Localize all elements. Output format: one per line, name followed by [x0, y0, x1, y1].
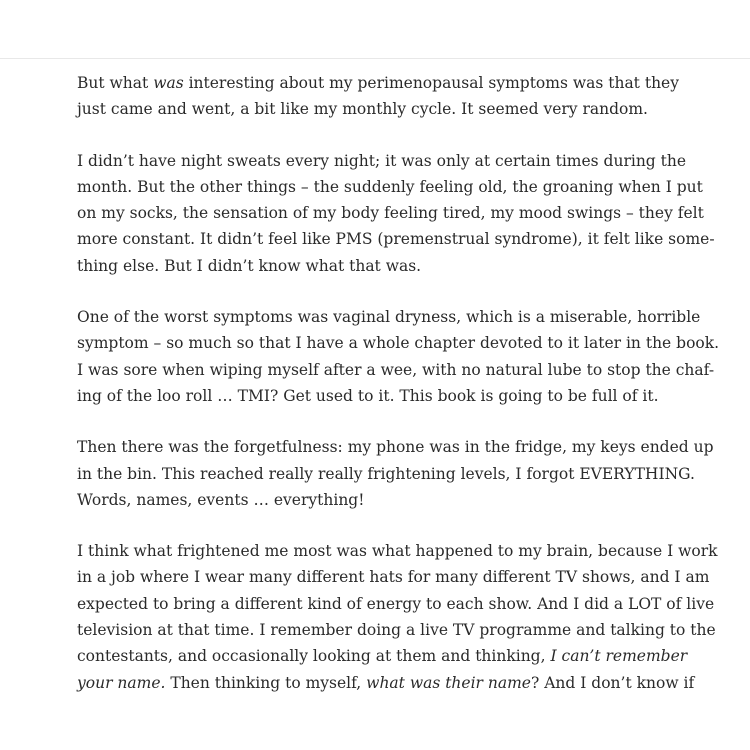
text-run: ? And I don’t know if	[530, 673, 695, 692]
text-line	[77, 253, 707, 279]
text-line	[77, 434, 714, 460]
text-run: thing else. But I didn’t know what that was.	[77, 256, 422, 275]
text-run: Words, names, events … everything!	[77, 490, 365, 509]
text-run: ing of the loo roll … TMI? Get used to it. This book is going to be full of it.	[77, 386, 659, 405]
italic-text-run: your name.	[77, 673, 166, 692]
text-line	[77, 96, 707, 122]
text-run: contestants, and occasionally looking at them and thinking,	[77, 647, 551, 666]
text-line	[77, 357, 715, 383]
text-line	[77, 487, 707, 513]
text-run: Then there was the forgetfulness: my phone was in the fridge, my keys ended up	[77, 438, 714, 457]
text-run: in the bin. This reached really really frightening levels, I forgot EVERYTHING.	[77, 464, 695, 483]
text-line	[77, 200, 707, 226]
text-line	[77, 591, 715, 617]
text-run: month. But the other things – the suddenly feeling old, the groaning when I put	[77, 177, 703, 196]
text-run: more constant. It didn’t feel like PMS (premenstrual syndrome), it felt like some-	[77, 230, 715, 249]
text-run: Then thinking to myself,	[165, 673, 367, 692]
italic-text-run: I can’t remember	[550, 647, 688, 666]
text-run: expected to bring a different kind of energy to each show. And I did a LOT of live	[77, 594, 715, 613]
text-run: I was sore when wiping myself after a wee, with no natural lube to stop the chaf-	[77, 360, 715, 379]
text-line	[77, 330, 720, 356]
italic-text-run: what was their name	[366, 673, 531, 692]
page-top-margin	[0, 0, 750, 59]
paragraph	[77, 538, 718, 696]
text-line	[77, 383, 707, 409]
text-run: on my socks, the sensation of my body feeling tired, my mood swings – they felt	[77, 204, 704, 223]
text-run: symptom – so much so that I have a whole chapter devoted to it later in the book.	[77, 334, 720, 353]
text-line	[77, 174, 707, 200]
paragraph	[77, 70, 707, 123]
text-line	[77, 643, 707, 669]
text-line	[77, 564, 710, 590]
text-line	[77, 538, 718, 564]
text-run: I think what frightened me most was what happened to my brain, because I work	[77, 542, 718, 561]
text-line	[77, 70, 707, 96]
text-run: in a job where I wear many different hats for many different TV shows, and I am	[77, 568, 710, 587]
text-line	[77, 617, 716, 643]
text-line	[77, 148, 707, 174]
italic-text-run: was	[153, 74, 184, 92]
paragraph	[77, 148, 715, 279]
text-run: interesting about my perimenopausal symptoms was that they	[183, 74, 679, 92]
paragraph	[77, 434, 714, 513]
paragraph	[77, 304, 720, 409]
text-run: television at that time. I remember doing a live TV programme and talking to the	[77, 621, 716, 640]
text-run: But what	[77, 74, 154, 92]
text-run: just came and went, a bit like my monthly cycle. It seemed very random.	[77, 100, 648, 119]
text-run: One of the worst symptoms was vaginal dryness, which is a miserable, horrible	[77, 308, 701, 327]
text-line	[77, 304, 707, 330]
text-run: I didn’t have night sweats every night; it was only at certain times during the	[77, 151, 687, 170]
body-text	[77, 70, 720, 721]
text-line	[77, 226, 715, 252]
text-line	[77, 461, 707, 487]
text-line	[77, 670, 707, 696]
